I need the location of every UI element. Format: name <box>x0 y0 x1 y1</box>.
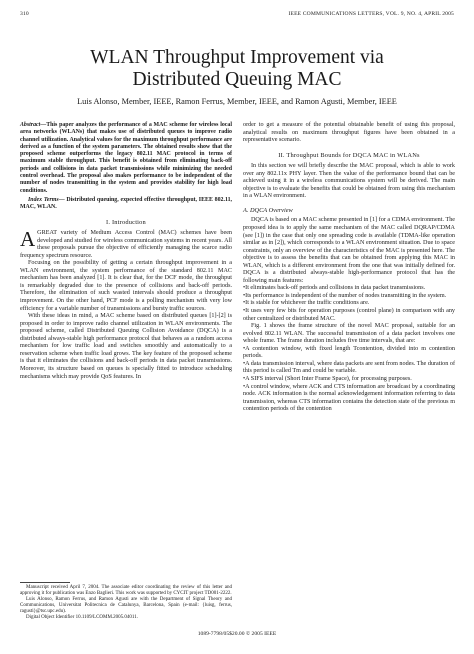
drop-cap: A <box>20 227 36 252</box>
right-paragraph-0: order to get a measure of the potential obtainable benefit of using this proposal, analytical results on maximum throughput figures have been obtained in a representative scenario. <box>243 122 455 144</box>
left-column <box>20 122 232 381</box>
section2-paragraph-1: In this section we will briefly describe the MAC proposal, which is able to work over any 802.11x PHY layer. Then the value of the performance bound that can be achieved using it in a wireless communications system will be derived. The main objective is to evaluate the benefits that could be obtained from using this mechanism in a WLAN environment. <box>243 163 455 200</box>
bullet-item: •It uses very few bits for operation purposes (control plane) in comparison with any other centralized or distributed MAC. <box>243 308 455 322</box>
frame-paragraph: Fig. 1 shows the frame structure of the novel MAC proposal, suitable for an evolved 802.11 WLAN. The successful transmission of a data packet involves one whole frame. The frame duration includes five time intervals, that are: <box>243 323 455 345</box>
bullet-item: •It is stable for whichever the traffic conditions are. <box>243 300 370 307</box>
section-heading-introduction: I. Introduction <box>106 218 146 226</box>
abstract <box>20 122 232 195</box>
journal-header: IEEE COMMUNICATIONS LETTERS, VOL. 9, NO. 4, APRIL 2005 <box>288 11 454 17</box>
bullet-item: •Its performance is independent of the number of nodes transmitting in the system. <box>243 292 447 299</box>
footnote-rule <box>20 582 70 583</box>
abstract-text: —This paper analyzes the performance of a MAC scheme for wireless local area networks (WLANs) that makes use of distributed queues to improve radio channel utilization. Analytical values for the maximum throughput performance are derived as a function of the system parameters. The obtained results show that the proposed scheme outperforms the legacy 802.11 MAC protocol in terms of maximum stable throughput. This benefit is obtained from eliminating back-off periods and collisions in data packet transmissions while minimizing the needed control overhead. The proposal also makes performance to be independent of the number of nodes transmitting in the system and provides stability for high load conditions. <box>20 122 232 194</box>
author-list: Luis Alonso, Member, IEEE, Ramon Ferrus, Member, IEEE, and Ramon Agusti, Member, IEEE <box>77 97 397 106</box>
page-number: 310 <box>20 11 29 17</box>
bullet-item: •It eliminates back-off periods and collisions in data packet transmissions. <box>243 285 426 292</box>
intro-p1-text: GREAT variety of Medium Access Control (MAC) schemes have been developed and studied for wireless communication systems in recent years. All these proposals pursue the objective of efficiently managing the scarce radio frequency spectrum resource. <box>20 230 232 259</box>
title-line-2: Distributed Queuing MAC <box>132 69 342 90</box>
footnote-affiliation: Luis Alonso, Ramon Ferrus, and Ramon Agusti are with the Department of Signal Theory and Communications, Universitat Politecnica de Catalunya, Barcelona, Spain (e-mail: {luisg, ferrus, ragusti}@tsc.upc.edu). <box>20 597 232 615</box>
intro-paragraph-2: Focusing on the possibility of getting a certain throughput improvement in a WLAN environment, the system performance of the standard 802.11 MAC mechanism has been analyzed [1]. It is clear that, for the DCF mode, the throughput is remarkably degraded due to the presence of collisions and back-off periods. Therefore, the elimination of such wasted intervals should produce a throughput improvement. On the other hand, PCF mode is a polling mechanism with very low efficiency for a variable number of transmissions and bursty traffic sources. <box>20 260 232 312</box>
index-terms-text: — Distributed queuing, expected effective throughput, IEEE 802.11, MAC, WLAN. <box>20 196 232 211</box>
copyright-line: 1089-7798/05$20.00 © 2005 IEEE <box>197 631 277 637</box>
footnote-manuscript: Manuscript received April 7, 2004. The associate editor coordinating the review of this letter and approving it for publication was Enzo Baglieri. This work was supported by CYCIT project TD001-2222. <box>20 585 232 597</box>
subsection-heading-dqca: A. DQCA Overview <box>243 206 293 214</box>
running-header <box>20 11 454 21</box>
section-heading-throughput: II. Throughput Bounds for DQCA MAC in WLANs <box>278 151 420 159</box>
right-column <box>243 122 455 414</box>
index-terms <box>20 197 232 212</box>
bullet-item: •A contention window, with fixed length Tcontention, divided into m contention periods. <box>243 345 455 360</box>
bullet-item: •A data transmission interval, where data packets are sent from nodes. The duration of this period is called Tm and could be variable. <box>243 360 455 375</box>
footnote-doi: Digital Object Identifier 10.1109/LCOMM.2005.04011. <box>26 615 138 621</box>
paper-title <box>0 47 474 91</box>
intro-paragraph-3: With these ideas in mind, a MAC scheme based on distributed queues [1]-[2] is proposed in order to improve radio channel utilization in WLAN environments. The proposed scheme, called Distributed Queuing Collision Avoidance (DQCA) is a distributed always-stable high performance protocol that behaves as a random access mechanism for low traffic load and switches smoothly and automatically to a reservation scheme when traffic load grows. The key feature of the proposed scheme is that it eliminates the collisions and back-off periods in data packet transmissions. Moreover, its structure based on queues is specially fitted to introduce scheduling mechanisms which may provide QoS features. In <box>20 313 232 380</box>
abstract-lead: Abstract <box>20 122 41 128</box>
footnote <box>20 585 232 622</box>
intro-paragraph-1 <box>20 227 232 260</box>
title-line-1: WLAN Throughput Improvement via <box>90 47 384 68</box>
bullet-item: •A control window, where ACK and CTS information are broadcast by a coordinating node. ACK information is the normal acknowledgement information referring to data transmission, whereas CTS information contains the detection state of the previous m contention periods of the contention <box>243 383 455 413</box>
bullet-item: •A SIFS interval (Short Inter Frame Space), for processing purposes. <box>243 375 412 382</box>
dqca-paragraph: DQCA is based on a MAC scheme presented in [1] for a CDMA environment. The proposed idea is to apply the same mechanism of the MAC called DQRAP/CDMA (see [1]) in the case that only one spreading code is available (TDMA-like operation similar as in [2]), which corresponds to a WLAN environment situation. Due to space constraints, only an overview of the characteristics of the MAC is presented here. The objective is to assess the benefits that can be obtained from applying this MAC in WLAN, which is a different environment from the one that was initially defined for. DQCA is a distributed always-stable high-performance protocol that has the following main features: <box>243 217 455 284</box>
index-terms-lead: Index Terms <box>28 196 59 203</box>
